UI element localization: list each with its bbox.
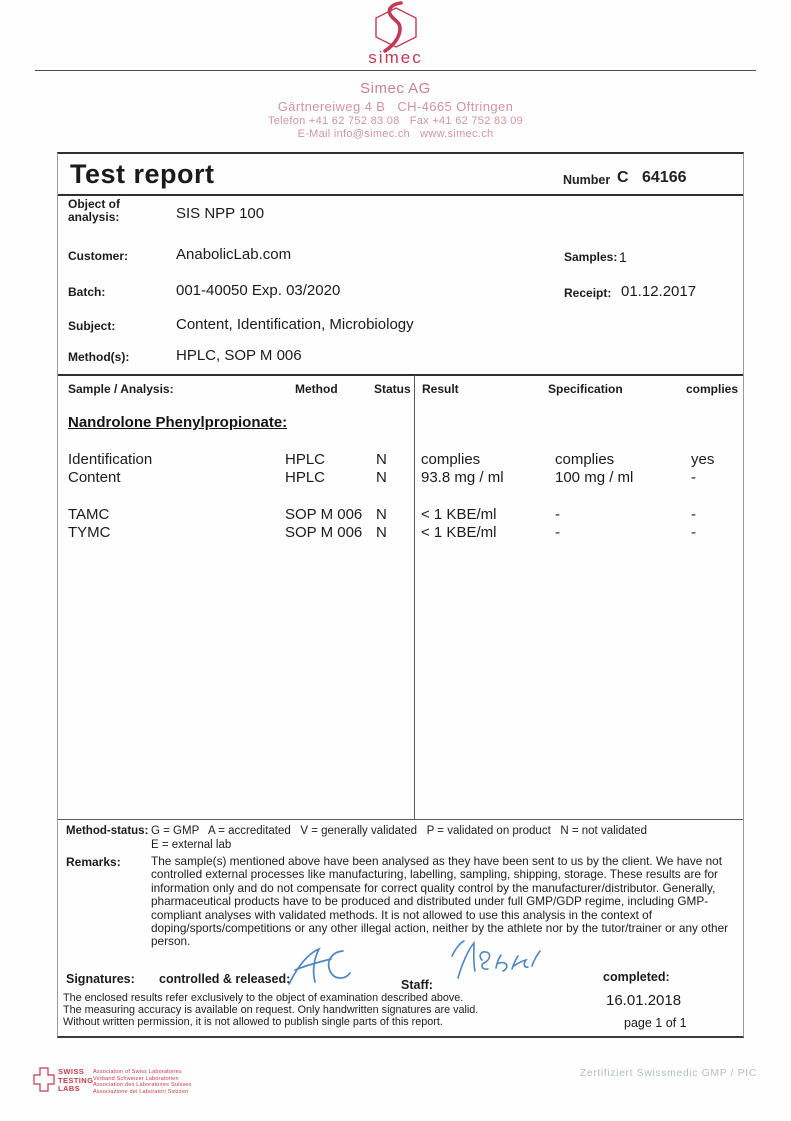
cell-status: N: [376, 451, 387, 468]
cell-result: < 1 KBE/ml: [421, 506, 497, 523]
cell-analysis: Identification: [68, 451, 153, 468]
controlled-released-signature: [283, 944, 358, 992]
cell-analysis: TAMC: [68, 506, 110, 523]
field-label-receipt: Receipt:: [564, 286, 612, 300]
col-header-sample: Sample / Analysis:: [68, 382, 174, 396]
field-value-receipt: 01.12.2017: [621, 283, 697, 300]
table-column-divider: [414, 375, 415, 819]
certification-note: Zertifiziert Swissmedic GMP / PIC: [579, 1067, 757, 1079]
controlled-released-label: controlled & released:: [159, 972, 291, 986]
field-label-subject: Subject:: [68, 319, 116, 333]
cell-complies: -: [691, 524, 696, 541]
association-line: Associazione dei Laboratori Svizzeri: [93, 1088, 189, 1095]
simec-logo-icon: [370, 1, 422, 55]
cell-complies: -: [691, 469, 696, 486]
cell-method: HPLC: [285, 469, 326, 486]
cell-specification: 100 mg / ml: [555, 469, 634, 486]
cell-status: N: [376, 524, 387, 541]
association-line: Verband Schweizer Laboratorien: [93, 1075, 179, 1082]
field-label-object: Object of analysis:: [68, 197, 121, 224]
cell-method: HPLC: [285, 451, 326, 468]
col-header-complies: complies: [686, 382, 739, 396]
field-value-subject: Content, Identification, Microbiology: [176, 316, 414, 333]
cell-result: complies: [421, 451, 481, 468]
company-address: Gärtnereiweg 4 B CH-4665 Oftringen: [277, 99, 514, 114]
fields-divider: [58, 374, 743, 376]
cell-status: N: [376, 469, 387, 486]
fine-print-line: The enclosed results refer exclusively to the object of examination described above.: [63, 992, 464, 1004]
staff-label: Staff:: [401, 978, 433, 992]
labs-word: SWISS: [58, 1067, 85, 1076]
completed-date: 16.01.2018: [606, 992, 682, 1009]
col-header-method: Method: [295, 382, 338, 396]
cell-method: SOP M 006: [285, 524, 363, 541]
method-status-divider: [58, 819, 743, 820]
swiss-cross-icon: [33, 1066, 55, 1093]
cell-specification: complies: [555, 451, 615, 468]
fine-print-line: The measuring accuracy is available on request. Only handwritten signatures are valid.: [63, 1004, 479, 1016]
field-value-customer: AnabolicLab.com: [176, 246, 292, 263]
report-title: Test report: [70, 159, 215, 189]
field-value-batch: 001-40050 Exp. 03/2020: [176, 282, 341, 299]
field-label-customer: Customer:: [68, 249, 129, 263]
labs-word: TESTING: [58, 1075, 94, 1085]
report-number-value: 64166: [642, 169, 687, 186]
field-value-samples: 1: [619, 249, 627, 265]
cell-status: N: [376, 506, 387, 523]
field-value-object: SIS NPP 100: [176, 205, 265, 222]
col-header-result: Result: [422, 382, 459, 396]
company-name: Simec AG: [360, 80, 431, 97]
cell-specification: -: [555, 506, 560, 523]
field-label-batch: Batch:: [68, 285, 106, 299]
cell-method: SOP M 006: [285, 506, 363, 523]
analyte-group-title: Nandrolone Phenylpropionate:: [68, 414, 288, 431]
field-label-methods: Method(s):: [68, 350, 130, 364]
company-email-web: E-Mail info@simec.ch www.simec.ch: [297, 128, 494, 140]
report-frame: [57, 152, 744, 1038]
cell-result: 93.8 mg / ml: [421, 469, 504, 486]
page-indicator: page 1 of 1: [624, 1016, 687, 1030]
association-lines: [93, 1069, 192, 1095]
labs-word: LABS: [58, 1084, 81, 1094]
col-header-status: Status: [374, 382, 411, 396]
method-status-label: Method-status:: [66, 825, 149, 837]
title-divider: [58, 194, 743, 196]
cell-result: < 1 KBE/ml: [421, 524, 497, 541]
brand-wordmark: simec: [368, 48, 423, 67]
method-status-legend-line1: G = GMP A = accreditated V = generally validated P = validated on product N = not validated: [151, 825, 647, 837]
header-rule: [35, 70, 756, 71]
company-phone-fax: Telefon +41 62 752 83 08 Fax +41 62 752 83 09: [267, 115, 524, 127]
report-number-series: C: [617, 169, 629, 186]
cell-complies: -: [691, 506, 696, 523]
association-line: Association of Swiss Laboratories: [93, 1069, 182, 1075]
fine-print-line: Without written permission, it is not allowed to publish single parts of this report.: [63, 1016, 443, 1028]
completed-label: completed:: [603, 970, 670, 984]
remarks-label: Remarks:: [66, 855, 121, 869]
cell-analysis: Content: [68, 469, 121, 486]
cell-complies: yes: [691, 451, 715, 468]
report-number-label: Number: [563, 173, 611, 187]
remarks-text: The sample(s) mentioned above have been analysed as they have been sent to us by the client. We have not controlled external processes like manufacturing, labelling, sampling, shipping, storage. These results are for information only and do not compensate for correct quality control by the manufacturer/distributor. Generally, pharmaceutical products have to be produced and distributed under full GMP/GDP regime, including GMP-compliant analyses with validated methods. It is not allowed to use this analysis in the context of doping/sports/competitions or any other illegal action, neither by the athlete nor by the tutor/trainer or any other person.: [151, 854, 729, 949]
method-status-legend-line2: E = external lab: [151, 839, 232, 851]
cell-specification: -: [555, 524, 560, 541]
field-value-methods: HPLC, SOP M 006: [176, 347, 302, 364]
col-header-specification: Specification: [548, 382, 623, 396]
signatures-label: Signatures:: [66, 972, 135, 986]
field-label-samples: Samples:: [564, 250, 618, 264]
swiss-testing-labs-wordmark: [58, 1068, 93, 1094]
staff-signature: [444, 938, 544, 990]
cell-analysis: TYMC: [68, 524, 111, 541]
association-line: Association des Laboratoires Suisses: [93, 1082, 192, 1089]
